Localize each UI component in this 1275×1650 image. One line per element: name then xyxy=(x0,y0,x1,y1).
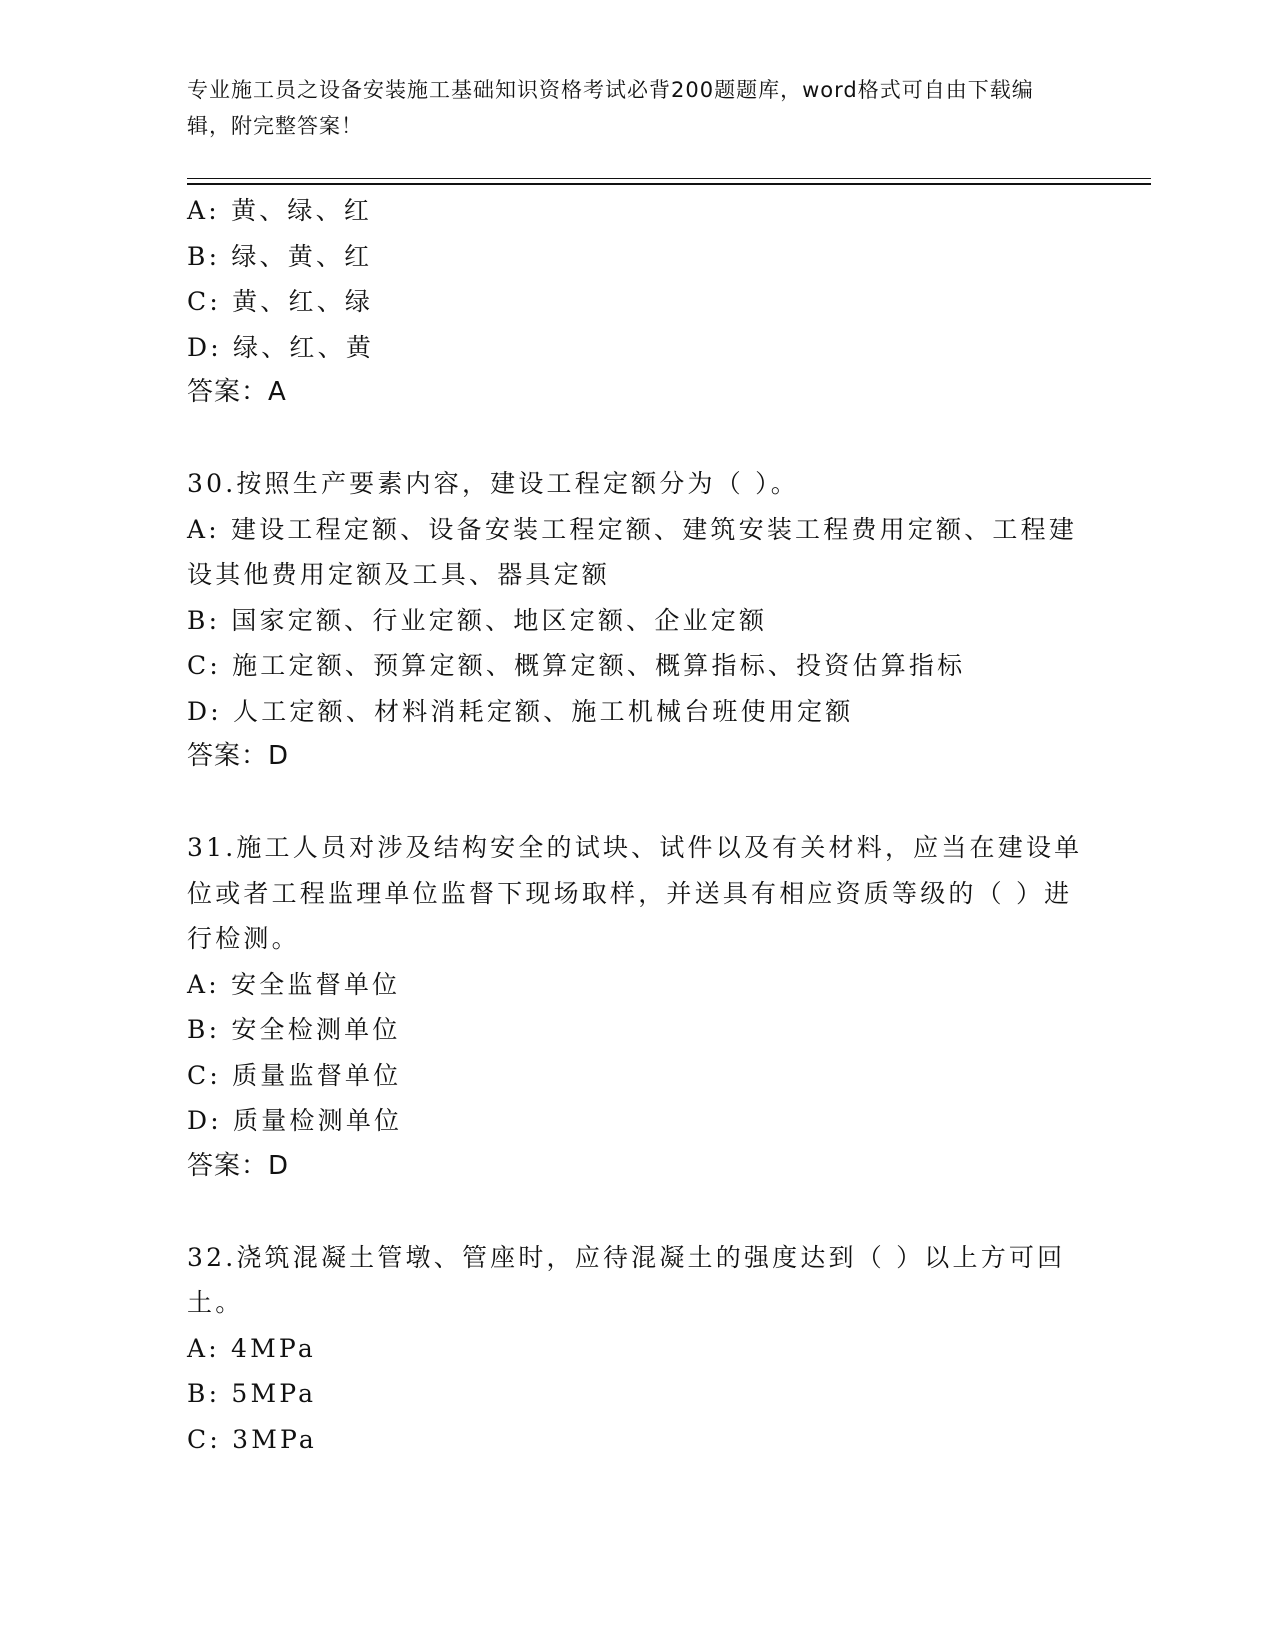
q29-option-a: A: 黄、绿、红 xyxy=(187,196,373,225)
q31-option-b: B: 安全检测单位 xyxy=(187,1015,401,1044)
q30-option-b: B: 国家定额、行业定额、地区定额、企业定额 xyxy=(187,605,768,635)
document-header: 专业施工员之设备安装施工基础知识资格考试必背200题题库，word格式可自由下载编辑，附完整答案！ xyxy=(187,78,1034,138)
q30-option-a: A: 建设工程定额、设备安装工程定额、建筑安装工程费用定额、工程建设其他费用定额及工具、器具定额 xyxy=(187,514,1078,589)
q29-option-d: D: 绿、红、黄 xyxy=(187,332,375,362)
q30-answer: 答案：D xyxy=(187,741,290,771)
q32-question: 32.浇筑混凝土管墩、管座时，应待混凝土的强度达到（ ）以上方可回土。 xyxy=(187,1242,1066,1317)
q31-question: 31.施工人员对涉及结构安全的试块、试件以及有关材料，应当在建设单位或者工程监理单位监督下现场取样，并送具有相应资质等级的（ ）进行检测。 xyxy=(187,833,1083,953)
header-rule-thick xyxy=(187,183,1151,185)
question-content xyxy=(187,188,1087,1462)
q30-question: 30.按照生产要素内容，建设工程定额分为（ ）。 xyxy=(187,469,800,498)
question-29-block xyxy=(187,188,1087,416)
q29-option-b: B: 绿、黄、红 xyxy=(187,241,373,271)
q32-option-c: C: 3MPa xyxy=(187,1424,318,1454)
q29-option-c: C: 黄、红、绿 xyxy=(187,287,374,316)
question-30-block xyxy=(187,461,1087,780)
q31-option-d: D: 质量检测单位 xyxy=(187,1106,403,1135)
q31-option-a: A: 安全监督单位 xyxy=(187,969,401,999)
q32-option-b: B: 5MPa xyxy=(187,1379,317,1408)
q29-answer: 答案：A xyxy=(187,377,287,407)
question-31-block xyxy=(187,825,1087,1189)
spacer xyxy=(187,1189,1087,1235)
spacer xyxy=(187,416,1087,462)
q30-option-c: C: 施工定额、预算定额、概算定额、概算指标、投资估算指标 xyxy=(187,651,966,680)
q31-answer: 答案：D xyxy=(187,1150,290,1181)
header-rule-thin xyxy=(187,178,1151,179)
question-32-block xyxy=(187,1235,1087,1463)
q30-option-d: D: 人工定额、材料消耗定额、施工机械台班使用定额 xyxy=(187,696,854,726)
q31-option-c: C: 质量监督单位 xyxy=(187,1060,402,1090)
spacer xyxy=(187,780,1087,826)
q32-option-a: A: 4MPa xyxy=(187,1333,316,1363)
